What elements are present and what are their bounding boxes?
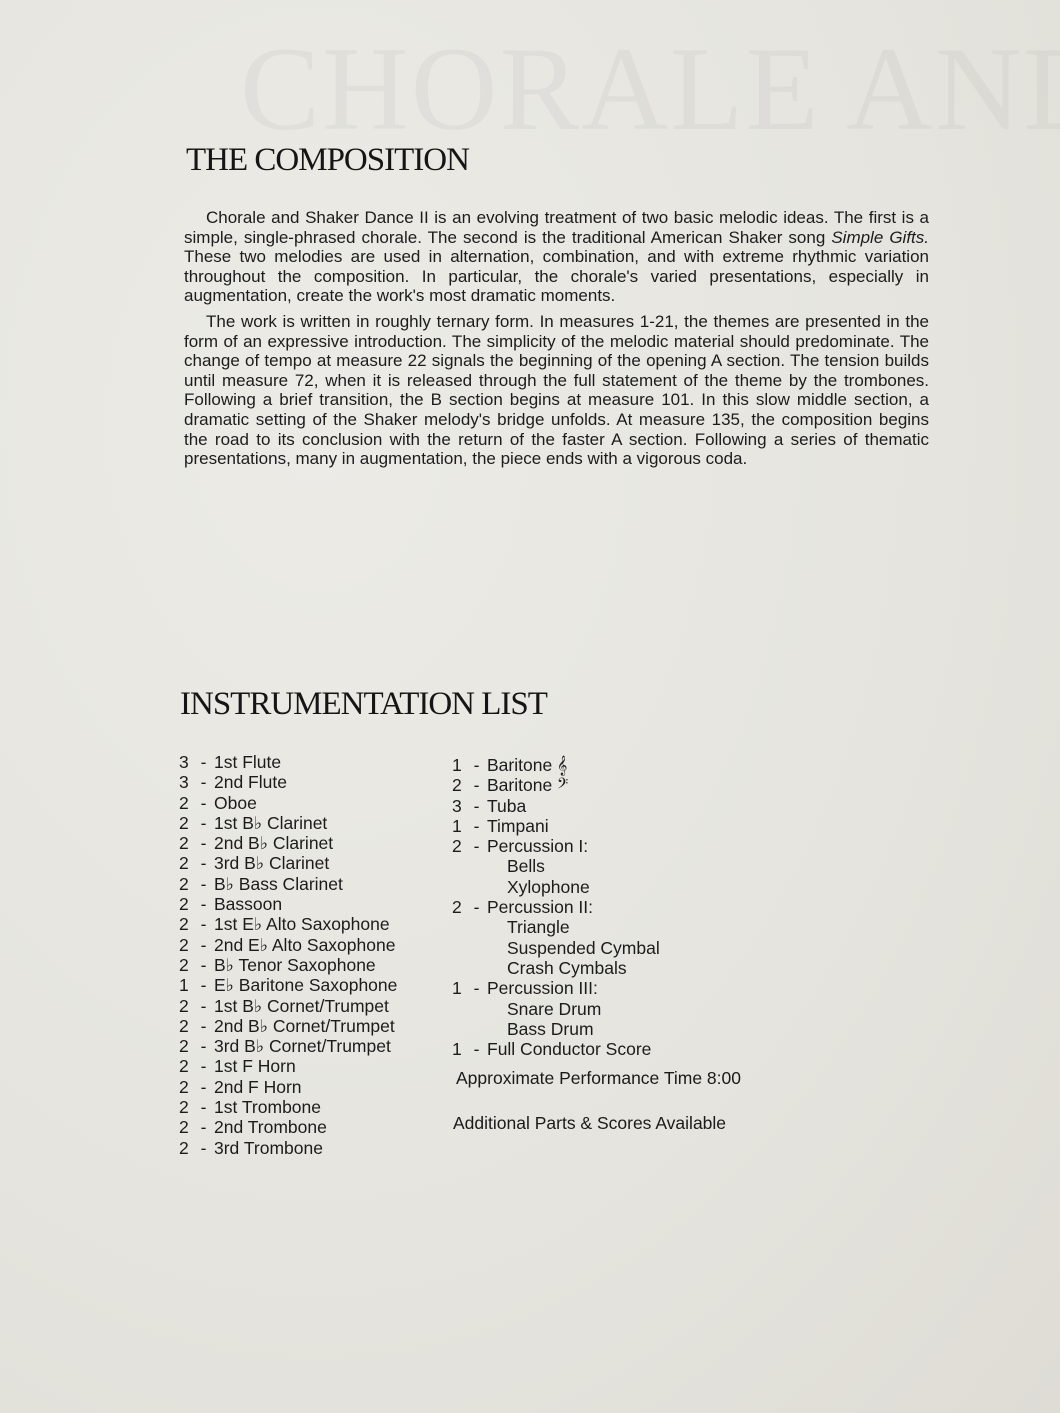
instrument-name: Percussion II: (487, 897, 594, 918)
instrument-quantity: 3 (179, 772, 189, 793)
separator-dash: - (200, 873, 207, 894)
composition-paragraph-2: The work is written in roughly ternary form. In measures 1-21, the themes are presented in the form of an expressive introduction. The simplicity of the melodic material should predominate. The change of tempo at measure 22 signals the beginning of the opening A section. The tension builds until measure 72, when it is released through the full statement of the theme by the trombones. Following a brief transition, the B section begins at measure 101. In this slow middle section, a dramatic setting of the Shaker melody's bridge unfolds. At measure 135, the composition begins the road to its conclusion with the return of the faster A section. Following a series of thematic presentations, many in augmentation, the piece ends with a vigorous coda. (184, 311, 929, 469)
instrument-row (179, 1138, 439, 1158)
instrument-quantity: 2 (179, 873, 189, 894)
song-title: Simple Gifts. (831, 227, 930, 247)
instrument-row (452, 1039, 782, 1059)
instrument-quantity: 2 (179, 792, 189, 813)
separator-dash: - (200, 1015, 207, 1036)
instrument-quantity: 3 (179, 752, 189, 772)
instrument-name: 2nd B♭ Clarinet (214, 833, 334, 854)
instrument-row (179, 833, 439, 853)
instrument-name: Baritone 𝄞 (487, 755, 568, 775)
separator-dash: - (473, 836, 480, 857)
instrument-row (452, 796, 782, 816)
separator-dash: - (200, 934, 207, 955)
instrument-name: 1st Flute (214, 752, 282, 772)
instrument-quantity: 2 (179, 1097, 189, 1118)
instrument-subitem: Suspended Cymbal (507, 937, 660, 958)
composition-text (184, 208, 929, 475)
bleed-through-watermark (240, 20, 1060, 158)
instrument-name: 2nd B♭ Cornet/Trumpet (214, 1015, 395, 1036)
instrument-subitem: Bass Drum (507, 1018, 594, 1039)
instrument-quantity: 2 (179, 954, 189, 975)
instrument-quantity: 2 (179, 1036, 189, 1057)
instrument-name: 1st B♭ Clarinet (214, 812, 328, 833)
separator-dash: - (473, 897, 480, 918)
separator-dash: - (473, 815, 480, 836)
instrument-name: 2nd E♭ Alto Saxophone (214, 934, 396, 955)
instrument-row (179, 1077, 439, 1097)
separator-dash: - (473, 978, 480, 999)
separator-dash: - (473, 755, 480, 775)
instrument-row (179, 1036, 439, 1056)
separator-dash: - (200, 772, 207, 793)
instrument-row (179, 853, 439, 873)
instrument-row (179, 752, 439, 772)
instrument-row (179, 772, 439, 792)
instrument-name: 2nd Trombone (214, 1117, 327, 1138)
instrument-name: Percussion III: (487, 978, 598, 999)
instrument-quantity: 2 (179, 934, 189, 955)
instrument-row (179, 1056, 439, 1076)
instrument-name: 3rd B♭ Clarinet (214, 853, 330, 874)
separator-dash: - (473, 1039, 480, 1060)
instrument-name: B♭ Bass Clarinet (214, 873, 343, 894)
instrument-name: 1st Trombone (214, 1097, 321, 1118)
instrument-quantity: 2 (179, 894, 189, 915)
instrumentation-left-column (179, 752, 439, 1158)
instrument-name: Tuba (487, 795, 527, 816)
instrument-row (452, 816, 782, 836)
separator-dash: - (200, 792, 207, 813)
separator-dash: - (200, 954, 207, 975)
instrument-row (452, 755, 782, 775)
instrument-name: 1st F Horn (214, 1056, 296, 1077)
instrument-row (179, 1016, 439, 1036)
instrument-quantity: 1 (452, 755, 462, 775)
instrument-quantity: 1 (452, 1039, 462, 1060)
instrument-row (452, 897, 782, 917)
instrument-quantity: 2 (179, 833, 189, 854)
separator-dash: - (200, 833, 207, 854)
instrument-row (179, 1117, 439, 1137)
instrument-row (179, 874, 439, 894)
instrument-quantity: 2 (452, 897, 462, 918)
instrument-row (179, 1097, 439, 1117)
instrument-name: E♭ Baritone Saxophone (214, 975, 398, 996)
instrument-subitem: Bells (507, 856, 545, 877)
instrument-row (179, 894, 439, 914)
instrumentation-heading: INSTRUMENTATION LIST (180, 686, 547, 722)
instrument-name: Baritone 𝄢 (487, 775, 569, 796)
instrument-row (179, 996, 439, 1016)
instrument-quantity: 2 (179, 812, 189, 833)
instrument-name: 3rd Trombone (214, 1137, 323, 1158)
instrument-name: 2nd Flute (214, 772, 287, 793)
instrument-name: 1st E♭ Alto Saxophone (214, 914, 390, 935)
instrument-quantity: 1 (452, 978, 462, 999)
separator-dash: - (473, 795, 480, 816)
separator-dash: - (200, 894, 207, 915)
separator-dash: - (200, 995, 207, 1016)
separator-dash: - (200, 1076, 207, 1097)
instrument-name: Oboe (214, 792, 257, 813)
instrument-row (179, 813, 439, 833)
instrument-row (179, 793, 439, 813)
separator-dash: - (200, 914, 207, 935)
instrument-row (452, 836, 782, 856)
separator-dash: - (200, 975, 207, 996)
instrument-quantity: 2 (452, 775, 462, 796)
separator-dash: - (200, 752, 207, 772)
composition-paragraph-1: Chorale and Shaker Dance II is an evolving treatment of two basic melodic ideas. The first is a simple, single-phrased chorale. The second is the traditional American Shaker song Simple Gifts. These two melodies are used in alternation, combination, and with extreme rhythmic variation throughout the composition. In particular, the chorale's varied presentations, especially in augmentation, create the work's most dramatic moments. (184, 208, 930, 306)
instrument-row (179, 955, 439, 975)
additional-parts-note: Additional Parts & Scores Available (453, 1113, 727, 1133)
instrument-subitem: Snare Drum (507, 998, 602, 1019)
instrument-name: Full Conductor Score (487, 1039, 652, 1060)
instrument-row (452, 775, 782, 795)
instrument-quantity: 2 (179, 1117, 189, 1138)
composition-heading: THE COMPOSITION (186, 142, 469, 178)
instrument-quantity: 2 (452, 836, 462, 857)
instrument-quantity: 1 (452, 815, 462, 836)
instrument-name: 2nd F Horn (214, 1076, 302, 1097)
instrument-quantity: 2 (179, 1056, 189, 1077)
instrument-quantity: 2 (179, 1015, 189, 1036)
separator-dash: - (200, 1097, 207, 1118)
separator-dash: - (200, 1056, 207, 1077)
separator-dash: - (473, 775, 480, 796)
instrument-quantity: 1 (179, 975, 189, 996)
instrument-row (179, 914, 439, 934)
instrument-row (179, 975, 439, 995)
instrument-name: Timpani (487, 815, 549, 836)
instrument-quantity: 2 (179, 1137, 189, 1158)
instrument-subitem: Xylophone (507, 876, 590, 897)
separator-dash: - (200, 853, 207, 874)
separator-dash: - (200, 1137, 207, 1158)
instrument-row (179, 935, 439, 955)
instrument-row (452, 978, 782, 998)
instrument-quantity: 2 (179, 853, 189, 874)
instrument-subitem: Triangle (507, 917, 570, 938)
instrument-quantity: 3 (452, 795, 462, 816)
instrument-subitem: Crash Cymbals (507, 957, 627, 978)
instrument-name: Percussion I: (487, 836, 589, 857)
separator-dash: - (200, 1117, 207, 1138)
instrument-quantity: 2 (179, 914, 189, 935)
instrument-name: 1st B♭ Cornet/Trumpet (214, 995, 389, 1016)
instrument-quantity: 2 (179, 995, 189, 1016)
instrument-quantity: 2 (179, 1076, 189, 1097)
instrument-name: 3rd B♭ Cornet/Trumpet (214, 1036, 391, 1057)
instrumentation-right-column (452, 755, 782, 1059)
instrument-name: B♭ Tenor Saxophone (214, 954, 376, 975)
performance-time: Approximate Performance Time 8:00 (456, 1068, 741, 1088)
instrument-name: Bassoon (214, 894, 283, 915)
separator-dash: - (200, 812, 207, 833)
separator-dash: - (200, 1036, 207, 1057)
